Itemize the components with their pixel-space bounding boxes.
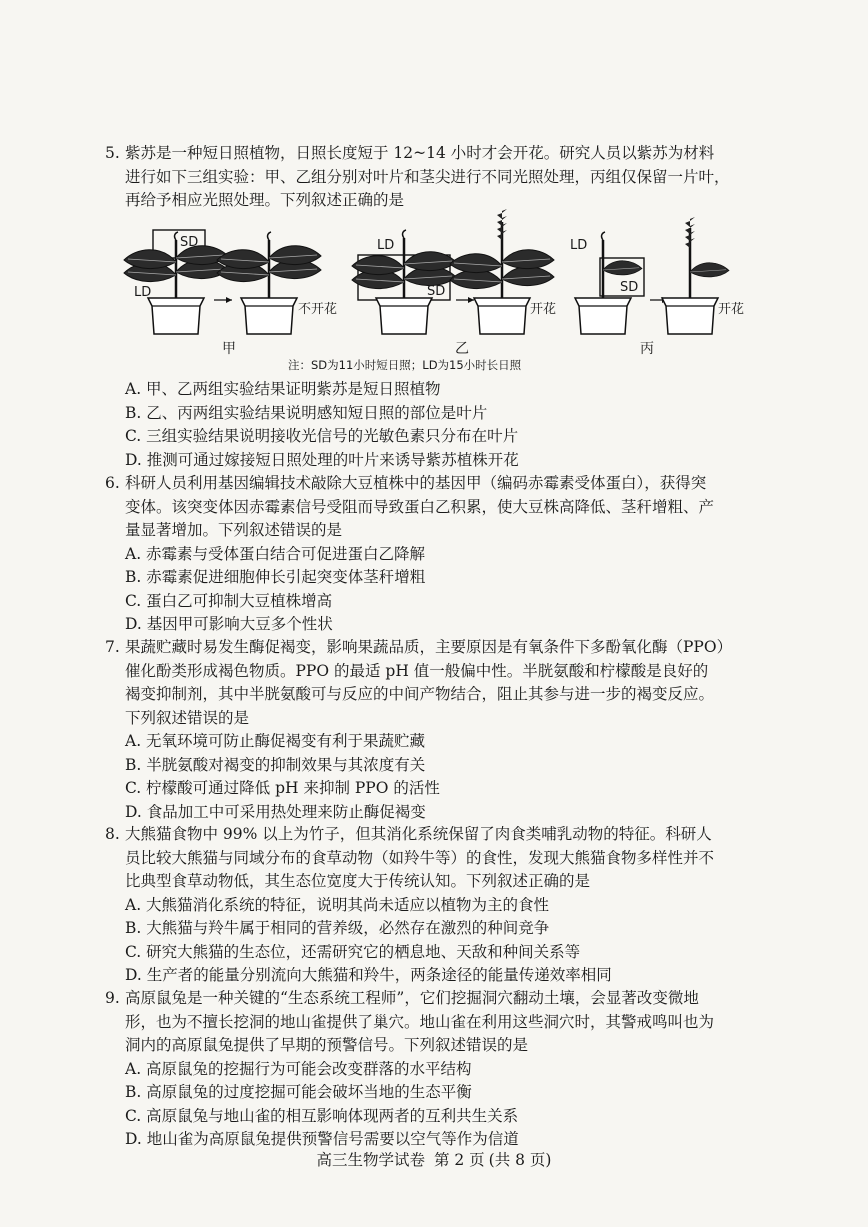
- question-number: 5.: [105, 144, 120, 162]
- stem-line: 进行如下三组实验：甲、乙组分别对叶片和茎尖进行不同光照处理，丙组仅保留一片叶，: [125, 167, 730, 186]
- stem-line: 大熊猫食物中 99% 以上为竹子，但其消化系统保留了肉食类哺乳动物的特征。科研人: [125, 825, 712, 843]
- page-footer: [0, 1148, 868, 1170]
- stem-line: 科研人员利用基因编辑技术敲除大豆植株中的基因甲（编码赤霉素受体蛋白），获得突: [125, 474, 707, 492]
- stem-line: 员比较大熊猫与同域分布的食草动物（如羚牛等）的食性，发现大熊猫食物多样性并不: [125, 848, 715, 867]
- label-sd-yi: SD: [427, 284, 446, 299]
- group-label-bing: 丙: [640, 341, 654, 357]
- photoperiod-experiment-figure: [0, 0, 868, 400]
- label-ld-jia: LD: [134, 285, 152, 300]
- option-b: B. 乙、丙两组实验结果说明感知短日照的部位是叶片: [125, 403, 488, 422]
- stem-line: 变体。该突变体因赤霉素信号受阻而导致蛋白乙积累，使大豆株高降低、茎秆增粗、产: [125, 497, 715, 516]
- option-b: B. 大熊猫与羚牛属于相同的营养级，必然存在激烈的种间竞争: [125, 919, 550, 937]
- option-a: A. 无氧环境可防止酶促褐变有利于果蔬贮藏: [125, 732, 426, 750]
- option-a: A. 高原鼠兔的挖掘行为可能会改变群落的水平结构: [125, 1059, 472, 1078]
- option-b: B. 赤霉素促进细胞伸长引起突变体茎秆增粗: [125, 568, 426, 586]
- stem-line: 形，也为不擅长挖洞的地山雀提供了巢穴。地山雀在利用这些洞穴时，其警戒鸣叫也为: [125, 1012, 715, 1031]
- option-b: B. 半胱氨酸对褐变的抑制效果与其浓度有关: [125, 755, 426, 774]
- label-flower-bing: 开花: [718, 302, 745, 317]
- question-9: [105, 987, 785, 1152]
- question-8: [105, 823, 785, 988]
- question-6: [105, 472, 785, 637]
- stem-line: 紫苏是一种短日照植物，日照长度短于 12~14 小时才会开花。研究人员以紫苏为材料: [125, 144, 715, 162]
- stem-line: 洞内的高原鼠兔提供了早期的预警信号。下列叙述错误的是: [125, 1036, 529, 1054]
- option-d: D. 地山雀为高原鼠兔提供预警信号需要以空气等作为信道: [125, 1130, 519, 1148]
- option-a: A. 甲、乙两组实验结果证明紫苏是短日照植物: [125, 380, 441, 398]
- page-total: (共 8 页): [488, 1151, 552, 1169]
- stem-line: 褐变抑制剂，其中半胱氨酸可与反应的中间产物结合，阻止其参与进一步的褐变反应。: [125, 685, 715, 703]
- plant-jia-1: [124, 230, 228, 334]
- label-sd-bing: SD: [620, 280, 639, 295]
- stem-line: 催化酚类形成褐色物质。PPO 的最适 pH 值一般偏中性。半胱氨酸和柠檬酸是良好的: [125, 661, 709, 680]
- label-sd-jia: SD: [180, 235, 199, 250]
- figure-note: 注：SD为11小时短日照；LD为15小时长日照: [288, 358, 522, 372]
- stem-line: 量显著增加。下列叙述错误的是: [125, 521, 343, 539]
- label-ld-bing: LD: [570, 238, 588, 253]
- option-c: C. 柠檬酸可通过降低 pH 来抑制 PPO 的活性: [125, 779, 440, 797]
- label-ld-yi: LD: [377, 238, 395, 253]
- page-number: 第 2 页: [433, 1151, 485, 1169]
- option-d: D. 推测可通过嫁接短日照处理的叶片来诱导紫苏植株开花: [125, 450, 519, 469]
- option-d: D. 食品加工中可采用热处理来防止酶促褐变: [125, 802, 426, 821]
- stem-line: 再给予相应光照处理。下列叙述正确的是: [125, 191, 405, 209]
- stem-line: 下列叙述错误的是: [125, 708, 250, 727]
- option-c: C. 蛋白乙可抑制大豆植株增高: [125, 591, 333, 610]
- question-number: 9.: [105, 989, 120, 1007]
- label-flower-yi: 开花: [530, 302, 557, 317]
- group-label-yi: 乙: [455, 341, 469, 357]
- option-a: A. 赤霉素与受体蛋白结合可促进蛋白乙降解: [125, 544, 426, 563]
- stem-line: 比典型食草动物低，其生态位宽度大于传统认知。下列叙述正确的是: [125, 872, 591, 890]
- option-d: D. 生产者的能量分别流向大熊猫和羚牛，两条途径的能量传递效率相同: [125, 966, 612, 984]
- option-c: C. 高原鼠兔与地山雀的相互影响体现两者的互利共生关系: [125, 1106, 519, 1125]
- plant-jia-2: [217, 232, 321, 334]
- option-c: C. 三组实验结果说明接收光信号的光敏色素只分布在叶片: [125, 427, 519, 445]
- stem-line: 果蔬贮藏时易发生酶促褐变，影响果蔬品质，主要原因是有氧条件下多酚氧化酶（PPO）: [125, 638, 733, 656]
- question-number: 6.: [105, 474, 120, 492]
- stem-line: 高原鼠兔是一种关键的“生态系统工程师”，它们挖掘洞穴翻动土壤，会显著改变微地: [125, 989, 699, 1007]
- question-number: 8.: [105, 825, 120, 843]
- option-d: D. 基因甲可影响大豆多个性状: [125, 615, 333, 633]
- question-5-options: [105, 378, 785, 472]
- question-number: 7.: [105, 638, 120, 656]
- plant-yi-1: [352, 230, 456, 334]
- exam-title: 高三生物学试卷: [316, 1151, 426, 1169]
- option-a: A. 大熊猫消化系统的特征，说明其尚未适应以植物为主的食性: [125, 895, 550, 914]
- label-no-flower: 不开花: [298, 302, 338, 317]
- group-label-jia: 甲: [222, 341, 236, 357]
- question-7: [105, 636, 785, 824]
- option-c: C. 研究大熊猫的生态位，还需研究它的栖息地、天敌和种间关系等: [125, 942, 581, 961]
- option-b: B. 高原鼠兔的过度挖掘可能会破坏当地的生态平衡: [125, 1083, 472, 1101]
